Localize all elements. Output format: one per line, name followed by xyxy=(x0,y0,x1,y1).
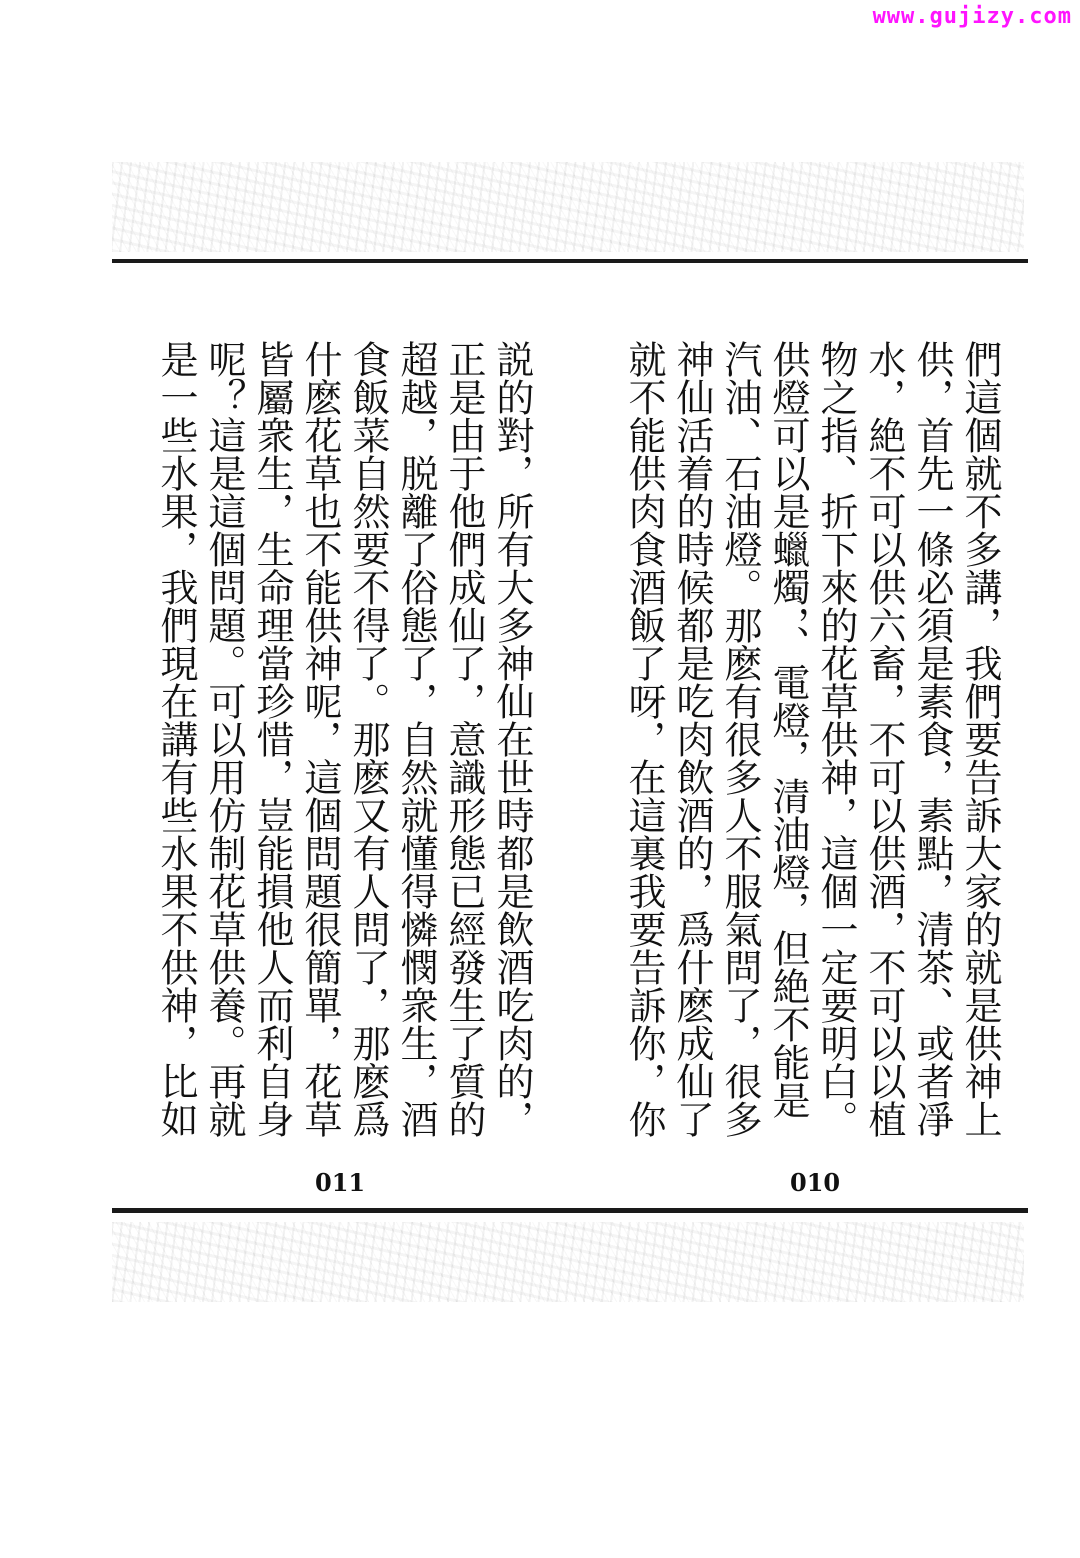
text-column: 水，絶不可以供六畜，不可以供酒，不可以以植 xyxy=(862,340,906,1138)
top-rule xyxy=(112,259,1028,263)
text-column: 是一些水果，我們現在講有些水果不供神，比如 xyxy=(154,340,198,1138)
page-number-left: 011 xyxy=(315,1168,366,1197)
text-column: 就不能供肉食酒飯了呀，在這裏我要告訴你，你 xyxy=(622,340,666,1138)
text-column: 物之指、折下來的花草供神，這個一定要明白。 xyxy=(814,340,858,1138)
right-page-text xyxy=(620,340,1004,1138)
text-column: 食飯菜自然要不得了。那麽又有人問了，那麽爲 xyxy=(346,340,390,1138)
text-column: 呢？這是這個問題。可以用仿制花草供養。再就 xyxy=(202,340,246,1138)
text-column: 們這個就不多講，我們要告訴大家的就是供神上 xyxy=(958,340,1002,1138)
text-column: 供燈可以是蠟燭，、電燈，清油燈，但絶不能是 xyxy=(766,340,810,1119)
text-column: 説的對，所有大多神仙在世時都是飲酒吃肉的， xyxy=(490,340,534,1138)
left-page-text xyxy=(152,340,536,1138)
text-column: 供，首先一條必須是素食，素點，清茶、或者凈 xyxy=(910,340,954,1138)
watermark: www.gujizy.com xyxy=(872,4,1072,29)
text-column: 什麽花草也不能供神呢，這個問題很簡單，花草 xyxy=(298,340,342,1138)
bottom-rule xyxy=(112,1208,1028,1213)
page-number-right: 010 xyxy=(790,1168,841,1197)
text-column: 神仙活着的時候都是吃肉飲酒的，爲什麽成仙了 xyxy=(670,340,714,1138)
text-column: 皆屬衆生，生命理當珍惜，豈能損他人而利自身 xyxy=(250,340,294,1138)
text-column: 超越，脱離了俗態了，自然就懂得憐憫衆生，酒 xyxy=(394,340,438,1138)
text-column: 汽油、石油燈。那麽有很多人不服氣問了，很多 xyxy=(718,340,762,1138)
top-decorative-band xyxy=(112,162,1024,252)
text-column: 正是由于他們成仙了，意識形態已經發生了質的 xyxy=(442,340,486,1138)
bottom-decorative-band xyxy=(112,1222,1024,1302)
